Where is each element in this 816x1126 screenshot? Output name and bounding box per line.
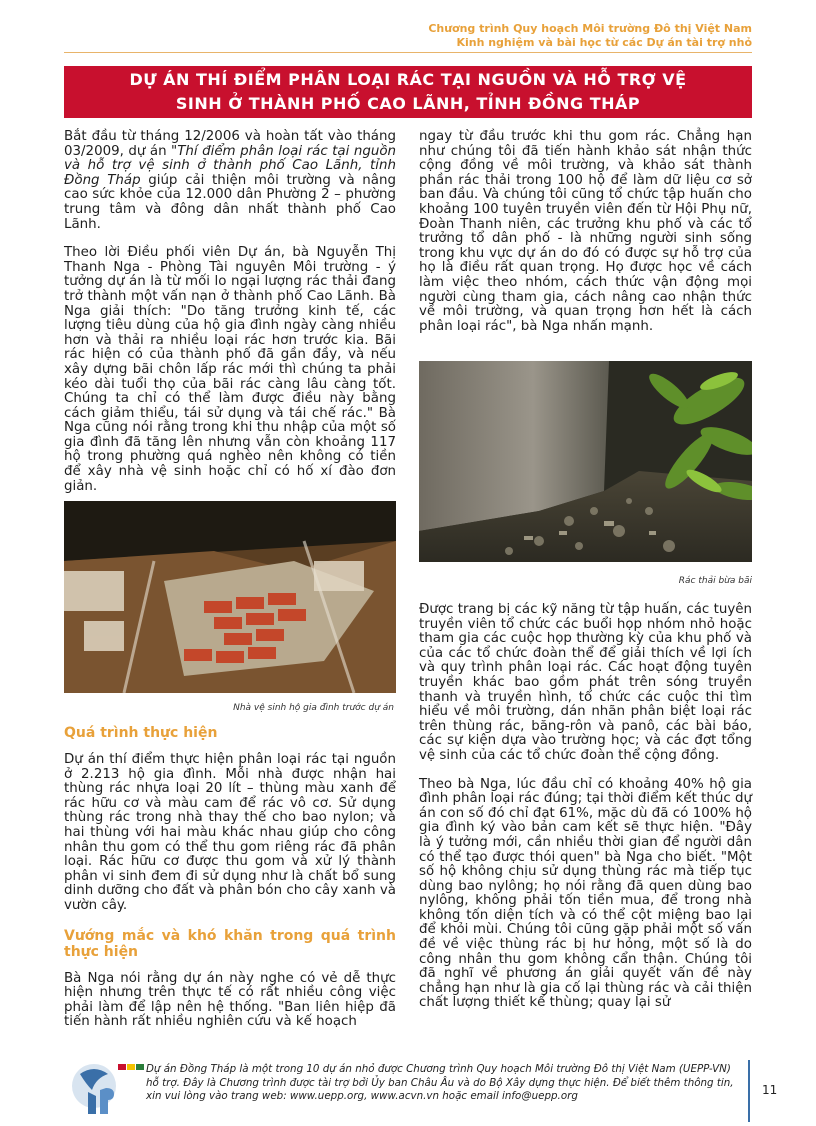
- running-header: [428, 22, 752, 50]
- project-name: Thí điểm phân loại rác tại nguồn và hỗ trợ vệ sinh ở thành phố Cao Lãnh, tỉnh Đồng Tháp: [64, 143, 396, 188]
- right-paragraph-2: Được trang bị các kỹ năng từ tập huấn, các tuyên truyền viên tổ chức các buổi họp nhóm nhỏ hoặc tham gia các cuộc họp thường kỳ của khu phố và của các tổ chức đoàn thể để giải thích về lợi ích và quy trình phân loại rác. Các hoạt động tuyên truyền khác bao gồm phát trên sóng truyền thanh và truyền hình, tổ chức các cuộc thi tìm hiểu về môi trường, dán nhãn phân biệt loại rác trên thùng rác, băng-rôn và panô, các bài báo, các sự kiện dựa vào trường học; và các đợt tổng vệ sinh của các tổ chức đoàn thể cộng đồng.: [419, 602, 752, 763]
- intro-paragraph-1: Bắt đầu từ tháng 12/2006 và hoàn tất vào tháng 03/2009, dự án "Thí điểm phân loại rác tại nguồn và hỗ trợ vệ sinh ở thành phố Cao Lãnh, tỉnh Đồng Tháp giúp cải thiện môi trường và nâng cao sức khỏe của 12.000 dân Phường 2 – phường trung tâm và đông dân nhất thành phố Cao Lãnh.: [64, 129, 396, 232]
- challenges-paragraph: Bà Nga nói rằng dự án này nghe có vẻ dễ thực hiện nhưng trên thực tế có rất nhiều công việc phải làm để lập nên hệ thống. "Ban liên hiệp đã tiến hành rất nhiều nghiên cứu và kế hoạch: [64, 970, 396, 1030]
- intro-paragraph-2: Theo lời Điều phối viên Dự án, bà Nguyễn Thị Thanh Nga - Phòng Tài nguyên Môi trường - ý tưởng dự án là từ mối lo ngại lượng rác thải đang trở thành một vấn nạn ở thành phố Cao Lãnh. Bà Nga giải thích: "Do tăng trưởng kinh tế, các lượng tiêu dùng của hộ gia đình ngày càng nhiều hơn và thải ra nhiều loại rác hơn trước kia. Bãi rác hiện có của thành phố đã gần đầy, và nếu xây dựng bãi chôn lấp rác mới thì chúng ta phải kéo dài tuổi thọ của bãi rác càng lâu càng tốt. Chúng ta chỉ có thể làm được điều này bằng cách giảm thiểu, tái sử dụng và tái chế rác." Bà Nga cũng nói rằng trong khi thu nhập của một số gia đình đã tăng lên nhưng vẫn còn khoảng 117 hộ trong phường quá nghèo nên không có tiền để xây nhà vệ sinh hoặc chỉ có hố xí đào đơn giản.: [64, 245, 396, 494]
- right-paragraph-3: Theo bà Nga, lúc đầu chỉ có khoảng 40% hộ gia đình phân loại rác đúng; tại thời điểm kết thúc dự án con số đó chỉ đạt 61%, mặc dù đã có 100% hộ gia đình ký vào bản cam kết sẽ thực hiện. "Đây là ý tưởng mới, cần nhiều thời gian để người dân có thể tạo được thói quen" bà Nga cho biết. "Một số hộ không chịu sử dụng thùng rác mà tiếp tục dùng bao nylông; họ nói rằng đã quen dùng bao nylông, không phải tốn tiền mua, để trong nhà không tốn diện tích và có thể cột miệng bao lại để khỏi mùi. Chúng tôi cũng gặp phải một số vấn đề về việc thùng rác bị hư hỏng, một số là do công nhân thu gom không cẩn thận. Chúng tôi đã nghĩ về phương án giải quyết vấn đề này chẳng hạn như là gia cố lại thùng rác và cải thiện chất lượng thiết kế thùng; quay lại sử: [419, 776, 752, 1011]
- section-heading-implementation: Quá trình thực hiện: [64, 725, 218, 741]
- intro-column: [64, 130, 396, 508]
- title-banner: [64, 66, 752, 118]
- section-heading-challenges: Vướng mắc và khó khăn trong quá trình thực hiện: [64, 927, 396, 960]
- header-program-title: Chương trình Quy hoạch Môi trường Đô thị Việt Nam: [428, 22, 752, 35]
- header-divider: [64, 52, 752, 53]
- waste-dump-caption: Rác thải bừa bãi: [678, 576, 752, 586]
- waste-dump-photo: [419, 361, 752, 562]
- toilet-photo: [64, 501, 396, 693]
- implementation-section: [64, 725, 396, 1044]
- right-column-middle: [419, 603, 752, 1025]
- header-subtitle: Kinh nghiệm và bài học từ các Dự án tài trợ nhỏ: [456, 36, 752, 49]
- right-paragraph-1: ngay từ đầu trước khi thu gom rác. Chẳng hạn như chúng tôi đã tiến hành khảo sát nhận thức cộng đồng về môi trường, và khảo sát thành phần rác thải trong 100 hộ để làm dữ liệu cơ sở ban đầu. Và chúng tôi cũng tổ chức tập huấn cho khoảng 100 tuyên truyền viên đến từ Hội Phụ nữ, Đoàn Thanh niên, các trưởng khu phố và các tổ trưởng tổ dân phố - là những người sinh sống trong khu vực dự án do đó có được sự hỗ trợ của họ là điều rất quan trọng. Họ được học về cách làm việc theo nhóm, cách thức vận động mọi người cùng tham gia, cách nâng cao nhận thức về môi trường, và quan trọng hơn hết là cách phân loại rác", bà Nga nhấn mạnh.: [419, 129, 752, 334]
- implementation-paragraph: Dự án thí điểm thực hiện phân loại rác tại nguồn ở 2.213 hộ gia đình. Mỗi nhà được nhận hai thùng rác nhựa loại 20 lít – thùng màu xanh để rác hữu cơ và màu cam để rác vô cơ. Sử dụng thùng rác trong nhà thay thế cho bao nylon; và hai thùng với hai màu khác nhau giúp cho công nhân thu gom có thể thu gom riêng rác đã phân loại. Rác hữu cơ được thu gom và xử lý thành phân vi sinh đem đi sử dụng như là chất bổ sung dinh dưỡng cho đất và phân bón cho cây xanh và vườn cây.: [64, 752, 396, 913]
- uepp-logo-icon: [66, 1056, 146, 1122]
- title-line-1: DỰ ÁN THÍ ĐIỂM PHÂN LOẠI RÁC TẠI NGUỒN VÀ HỖ TRỢ VỆ: [129, 70, 687, 89]
- right-column-top: [419, 130, 752, 348]
- waste-dump-image: [419, 361, 752, 562]
- title-line-2: SINH Ở THÀNH PHỐ CAO LÃNH, TỈNH ĐỒNG THÁP: [175, 94, 641, 113]
- footer-note: Dự án Đồng Tháp là một trong 10 dự án nhỏ được Chương trình Quy hoạch Môi trường Đô thị Việt Nam (UEPP-VN) hỗ trợ. Đây là Chương trình được tài trợ bởi Ủy ban Châu Âu và do Bộ Xây dựng thực hiện. Để biết thêm thông tin, xin vui lòng vào trang web: www.uepp.org, www.acvn.vn hoặc email info@uepp.org: [146, 1063, 734, 1102]
- toilet-caption: Nhà vệ sinh hộ gia đình trước dự án: [233, 703, 394, 713]
- page-number: 11: [762, 1083, 778, 1097]
- toilet-image: [64, 501, 396, 693]
- uepp-logo: [66, 1056, 146, 1122]
- footer-accent-bar: [748, 1060, 750, 1122]
